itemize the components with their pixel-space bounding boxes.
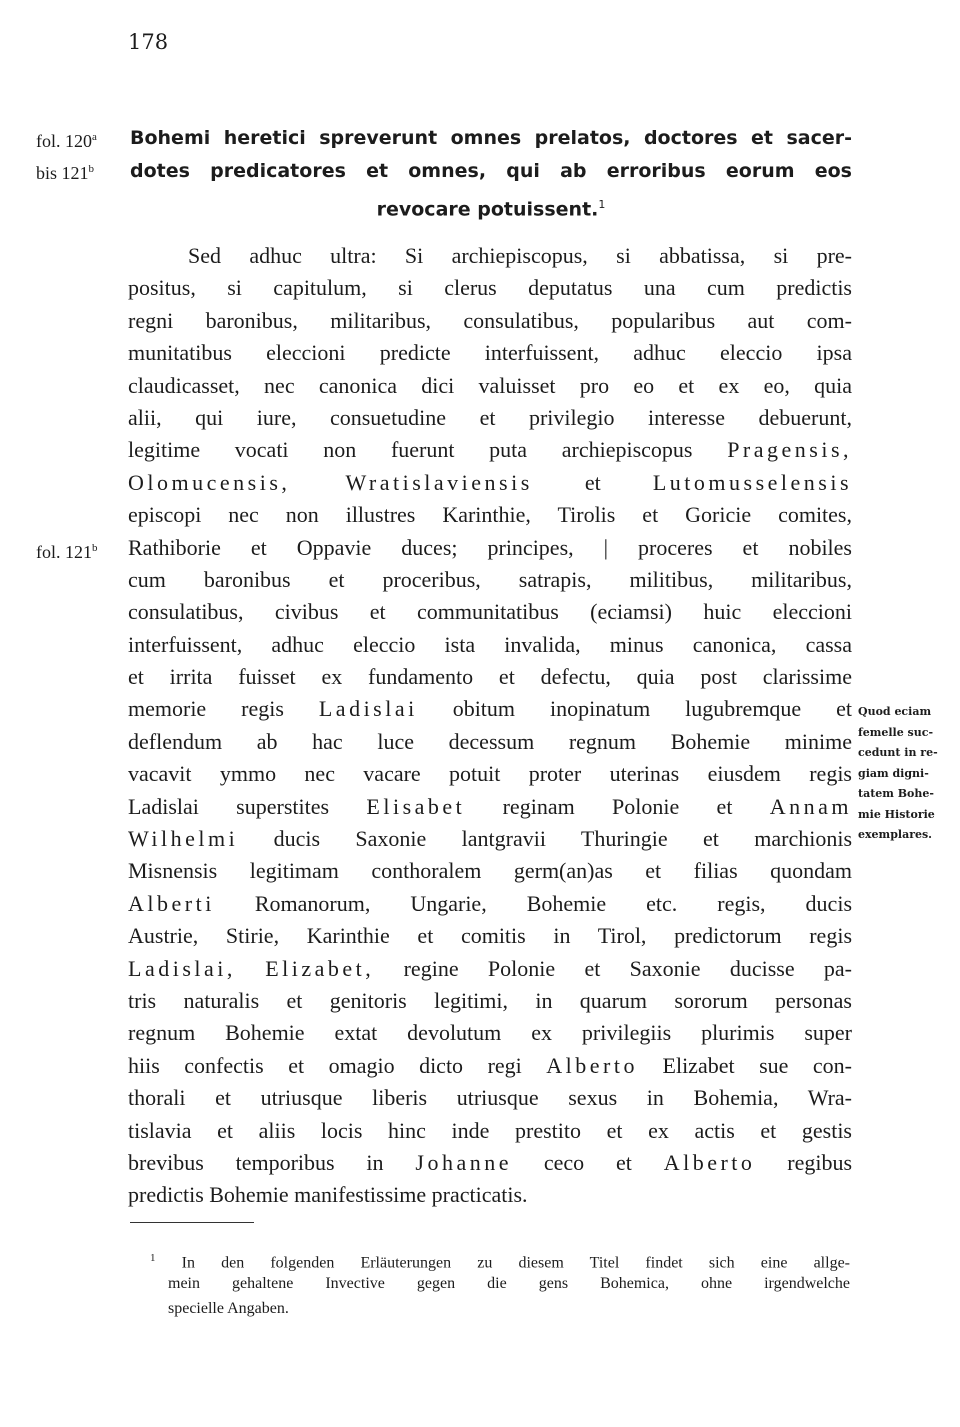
text-line: alii, qui iure, consuetudine et privilegio interesse debuerunt, xyxy=(128,404,852,430)
text-line: vacavit ymmo nec vacare potuit proter uterinas eiusdem regis xyxy=(128,761,852,787)
footnote-line xyxy=(150,1246,850,1271)
text-line: cum baronibus et proceribus, satrapis, militibus, militaribus, xyxy=(128,566,852,592)
folio-text: fol. 120 xyxy=(36,131,92,151)
text-segment: regine Polonie et Saxonie ducisse pa- xyxy=(403,955,853,981)
footnote-mark: 1 xyxy=(150,1252,156,1264)
text-line: deflendum ab hac luce decessum regnum Bohemie minime xyxy=(128,728,852,754)
text-segment: brevibus temporibus in xyxy=(128,1149,384,1175)
text-line: Sed adhuc ultra: Si archiepiscopus, si abbatissa, si pre- xyxy=(188,243,852,268)
text-line: predictis Bohemie manifestissime practicatis. xyxy=(128,1182,528,1208)
text-segment: reginam Polonie et xyxy=(502,793,733,819)
spaced-name: Olomucensis, Wratislaviensis xyxy=(128,469,533,495)
text-line xyxy=(128,467,852,499)
text-segment: ceco et xyxy=(543,1149,632,1175)
text-line xyxy=(128,791,852,823)
text-line: regnum Bohemie extat devolutum ex privilegiis plurimis super xyxy=(128,1020,852,1046)
footnote xyxy=(150,1246,850,1321)
spaced-name: Ladislai, xyxy=(128,955,236,981)
spaced-name: Alberto xyxy=(663,1149,756,1175)
spaced-name: Lutomusselensis xyxy=(652,469,853,495)
text-line xyxy=(128,1050,852,1082)
text-segment: regibus xyxy=(787,1149,853,1175)
footnote-line: specielle Angaben. xyxy=(168,1300,289,1317)
section-heading xyxy=(130,122,852,221)
text-segment: Ladislai superstites xyxy=(128,793,330,819)
spaced-name: Ladislai xyxy=(318,696,418,722)
margin-sidenote: Quod eciam femelle suc- cedunt in re- giam digni- tatem Bohe- mie Historie exemplares. xyxy=(858,705,938,841)
folio-sup: b xyxy=(92,542,98,554)
body-text xyxy=(128,240,852,1212)
text-line: Rathiborie et Oppavie duces; principes, | proceres et nobiles xyxy=(128,534,852,560)
text-line xyxy=(128,888,852,920)
text-line xyxy=(128,434,852,466)
spaced-name: Elisabet xyxy=(366,793,466,819)
text-line: consulatibus, civibus et communitatibus (eciamsi) huic eleccioni xyxy=(128,599,852,625)
text-segment: legitime vocati non fuerunt puta archiepiscopus xyxy=(128,437,693,463)
text-line: claudicasset, nec canonica dici valuisset pro eo et ex eo, quia xyxy=(128,372,852,398)
text-line: episcopi nec non illustres Karinthie, Tirolis et Goricie comites, xyxy=(128,502,852,528)
spaced-name: Alberti xyxy=(128,890,215,916)
margin-folio-ref xyxy=(36,535,98,565)
page-number: 178 xyxy=(128,30,169,54)
folio-text: fol. 121 xyxy=(36,542,92,562)
text-segment: obitum inopinatum lugubremque et xyxy=(452,696,853,722)
text-line: et irrita fuisset ex fundamento et defectu, quia post clarissime xyxy=(128,664,852,690)
spaced-name: Johanne xyxy=(415,1149,512,1175)
text-line xyxy=(128,1147,852,1179)
text-line: tislavia et aliis locis hinc inde prestito et ex actis et gestis xyxy=(128,1117,852,1143)
spaced-name: Wilhelmi xyxy=(128,826,239,852)
folio-sup: b xyxy=(88,163,95,175)
footnote-text: In den folgenden Erläuterungen zu diesem Titel findet sich eine allge- xyxy=(181,1254,850,1272)
footnote-ref: 1 xyxy=(598,198,606,211)
text-line: positus, si capitulum, si clerus deputatus una cum predictis xyxy=(128,275,852,301)
text-line xyxy=(128,693,852,725)
heading-line: dotes predicatores et omnes, qui ab erroribus eorum eos xyxy=(130,160,852,182)
text-line: regni baronibus, militaribus, consulatibus, popularibus aut com- xyxy=(128,307,852,333)
margin-folio-ref xyxy=(36,156,94,186)
text-line xyxy=(128,823,852,855)
folio-text: bis 121 xyxy=(36,163,89,183)
text-line: tris naturalis et genitoris legitimi, in quarum sororum personas xyxy=(128,987,852,1013)
spaced-name: Annam xyxy=(769,793,853,819)
text-segment: Romanorum, Ungarie, Bohemie etc. regis, ducis xyxy=(254,890,852,916)
text-segment: et xyxy=(584,469,601,495)
text-line: thorali et utriusque liberis utriusque sexus in Bohemia, Wra- xyxy=(128,1085,852,1111)
margin-folio-ref xyxy=(36,124,97,154)
text-line xyxy=(128,953,852,985)
heading-text: revocare potuissent. xyxy=(376,198,599,221)
text-line: munitatibus eleccioni predicte interfuissent, adhuc eleccio ipsa xyxy=(128,340,852,366)
heading-line xyxy=(130,188,852,221)
text-segment: Elizabet sue con- xyxy=(662,1052,853,1078)
spaced-name: Alberto xyxy=(546,1052,638,1078)
spaced-name: Elizabet, xyxy=(265,955,375,981)
footnote-line: mein gehaltene Invective gegen die gens Bohemica, ohne irgendwelche xyxy=(168,1275,850,1292)
spaced-name: Pragensis, xyxy=(727,437,853,463)
heading-line: Bohemi heretici spreverunt omnes prelatos, doctores et sacer- xyxy=(130,127,852,149)
text-line: Misnensis legitimam conthoralem germ(an)as et filias quondam xyxy=(128,858,852,884)
text-segment: memorie regis xyxy=(128,696,284,722)
text-segment: hiis confectis et omagio dicto regi xyxy=(128,1052,522,1078)
footnote-rule xyxy=(130,1222,254,1223)
folio-sup: a xyxy=(92,131,97,143)
text-line: interfuissent, adhuc eleccio ista invalida, minus canonica, cassa xyxy=(128,631,852,657)
text-line: Austrie, Stirie, Karinthie et comitis in Tirol, predictorum regis xyxy=(128,923,852,949)
text-segment: ducis Saxonie lantgravii Thuringie et marchionis xyxy=(273,826,853,852)
